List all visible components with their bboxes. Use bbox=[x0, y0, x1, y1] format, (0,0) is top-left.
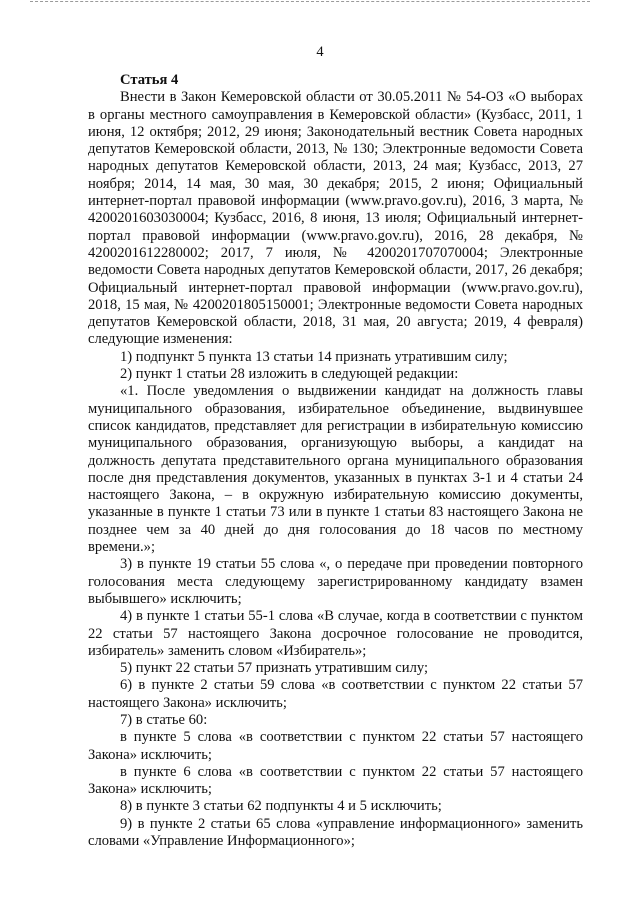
scan-edge-line bbox=[30, 1, 590, 3]
paragraph-item-1: 1) подпункт 5 пункта 13 статьи 14 признать утратившим силу; bbox=[120, 348, 508, 365]
paragraph-item-8: 8) в пункте 3 статьи 62 подпункты 4 и 5 исключить; bbox=[120, 798, 442, 815]
paragraph-quoted-clause: «1. После уведомления о выдвижении кандидат на должность главы муниципального образования, избирательное объединение, выдвинувшее список кандидатов, представляет для регистрации в избирательную комиссию муниципального образования, организующую выборы, а кандидат на должность депутата представительного органа муниципального образования после дня представления документов, указанных в пунктах 3-1 и 4 статьи 24 настоящего Закона, – в окружную избирательную комиссию документы, указанные в пункте 1 статьи 73 или в пункте 1 статьи 83 настоящего Закона не позднее чем за 40 дней до дня голосования до 18 часов по местному времени.»; bbox=[88, 383, 583, 556]
paragraph-item-7-sub-2: в пункте 6 слова «в соответствии с пунктом 22 статьи 57 настоящего Закона» исключить; bbox=[88, 763, 583, 798]
paragraph-item-7-sub-1: в пункте 5 слова «в соответствии с пунктом 22 статьи 57 настоящего Закона» исключить; bbox=[88, 729, 583, 763]
paragraph-item-6: 6) в пункте 2 статьи 59 слова «в соответствии с пунктом 22 статьи 57 настоящего Закона» исключить; bbox=[88, 677, 583, 711]
paragraph-item-5: 5) пункт 22 статьи 57 признать утратившим силу; bbox=[120, 660, 429, 677]
document-body bbox=[88, 72, 583, 850]
paragraph-item-4: 4) в пункте 1 статьи 55-1 слова «В случае, когда в соответствии с пунктом 22 статьи 57 настоящего Закона досрочное голосование не проводится, избиратель» заменить словом «Избиратель»; bbox=[88, 608, 583, 659]
paragraph-item-9: 9) в пункте 2 статьи 65 слова «управление информационного» заменить словами «Управление Информационного»; bbox=[88, 815, 583, 850]
article-title: Статья 4 bbox=[120, 72, 179, 88]
page-number: 4 bbox=[316, 44, 324, 60]
paragraph-intro: Внести в Закон Кемеровской области от 30.05.2011 № 54-ОЗ «О выборах в органы местного самоуправления в Кемеровской области» (Кузбасс, 2011, 1 июня, 12 октября; 2012, 29 июня; Законодательный вестник Совета народных депутатов Кемеровской области, 2013, № 130; Электронные ведомости Совета народных депутатов Кемеровской области, 2013, 24 мая; Кузбасс, 2013, 27 ноября; 2014, 14 мая, 30 мая, 30 декабря; 2015, 2 июня; Официальный интернет-портал правовой информации (www.pravo.gov.ru), 2016, 3 марта, № 4200201603030004; Кузбасс, 2016, 8 июня, 13 июля; Официальный интернет-портал правовой информации (www.pravo.gov.ru), 2016, 28 декабря, № 4200201612280002; 2017, 7 июля, № 4200201707070004; Электронные ведомости Совета народных депутатов Кемеровской области, 2017, 26 декабря; Официальный интернет-портал правовой информации (www.pravo.gov.ru), 2018, 15 мая, № 4200201805150001; Электронные ведомости Совета народных депутатов Кемеровской области, 2018, 31 мая, 20 августа; 2019, 4 февраля) следующие изменения: bbox=[88, 89, 583, 348]
paragraph-item-2: 2) пункт 1 статьи 28 изложить в следующей редакции: bbox=[120, 366, 459, 383]
paragraph-item-7: 7) в статье 60: bbox=[120, 711, 208, 728]
paragraph-item-3: 3) в пункте 19 статьи 55 слова «, о передаче при проведении повторного голосования места следующему зарегистрированному кандидату взамен выбывшего» исключить; bbox=[88, 556, 583, 607]
